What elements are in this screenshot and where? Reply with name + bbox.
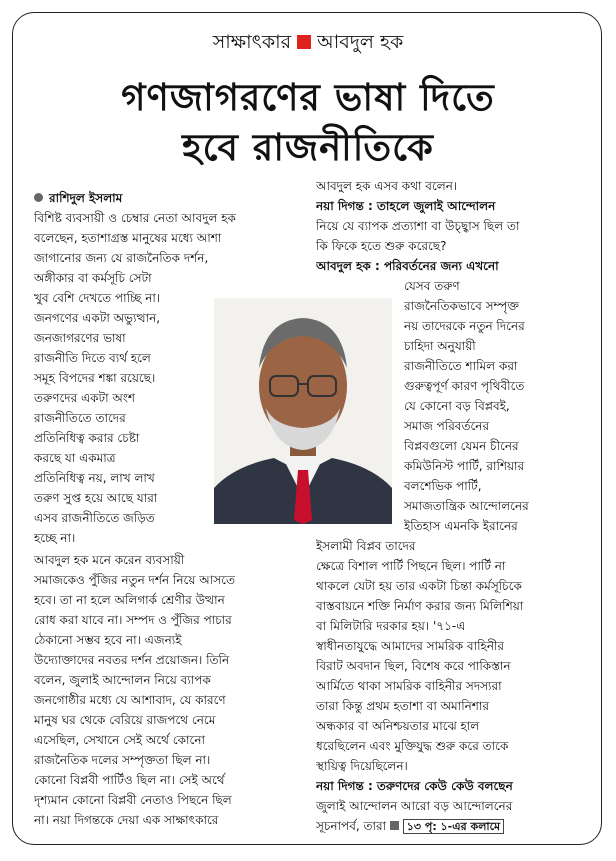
text-line: ইসলামী বিপ্লব তাদের	[316, 539, 416, 553]
kicker-section: সাক্ষাৎকার	[212, 31, 292, 53]
text-line: তারা কিন্তু প্রথম হতাশা বা অমানিশার	[316, 699, 489, 713]
text-line: দৃশ্যমান কোনো বিপ্লবী নেতাও পিছনে ছিল	[34, 793, 232, 807]
continued-line: সূচনাপর্ব, তারা ১৩ পৃ: ১-এর কলামে	[316, 816, 584, 836]
portrait-illustration	[214, 298, 392, 524]
text-line: জাগানোর জন্য যে রাজনৈতিক দর্শন,	[34, 251, 209, 265]
text-line: আবদুল হক মনে করেন ব্যবসায়ী	[34, 553, 185, 567]
text-line: আবদুল হক : পরিবর্তনের জন্য এখনো	[316, 259, 499, 273]
column-1-wrap	[34, 288, 212, 548]
text-line: কোনো বিপ্লবী পার্টিও ছিল না। সেই অর্থে	[34, 773, 225, 787]
text-line: রাজনীতিতে শামিল করা	[404, 359, 518, 373]
column-2-bottom	[316, 536, 584, 776]
portrait-photo	[214, 298, 392, 524]
text-line: কি ফিকে হতে শুরু করেছে?	[316, 239, 447, 253]
text-line: রাজনীতি দিতে ব্যর্থ হলে	[34, 351, 151, 365]
text-line: তরুণদের একটা অংশ	[34, 391, 136, 405]
column-1-top	[34, 188, 306, 288]
text-line: না। নয়া দিগন্তকে দেয়া এক সাক্ষাৎকারে	[34, 813, 219, 827]
text-line: বা মিলিটারি দরকার হয়। '৭১-এ	[316, 619, 466, 633]
column-1-bottom	[34, 550, 306, 790]
red-square-icon	[297, 35, 311, 49]
text-line: সমাজকেও পুঁজির নতুন দর্শন নিয়ে আসতে	[34, 573, 235, 587]
text-line: হবে। তা না হলে অলিগার্ক শ্রেণীর উত্থান	[34, 593, 225, 607]
text-line: যে কোনো বড় বিপ্লবই,	[404, 399, 510, 413]
text-line: নয় তাদেরকে নতুন দিনের	[404, 319, 525, 333]
text-line: আর্মিতে থাকা সামরিক বাহিনীর সদস্যরা	[316, 679, 502, 693]
byline: রাশিদুল ইসলাম	[34, 188, 306, 208]
text-line: করছে যা একমাত্র	[34, 451, 116, 465]
text-line: ইতিহাস এমনকি ইরানের	[404, 519, 518, 533]
text-line: বিশিষ্ট ব্যবসায়ী ও চেম্বার নেতা আবদুল হক	[34, 211, 236, 225]
text-line: তরুণ সুপ্ত হয়ে আছে যারা	[34, 491, 158, 505]
column-2-top	[316, 176, 584, 276]
text-line: হচ্ছে না।	[34, 531, 76, 545]
kicker	[0, 30, 616, 54]
text-line: মানুষ ঘর থেকে বেরিয়ে রাজপথে নেমে	[34, 713, 216, 727]
text-line: চাহিদা অনুযায়ী	[404, 339, 476, 353]
text-line: আবদুল হক এসব কথা বলেন।	[316, 179, 458, 193]
text-line: স্থায়িত্ব দিয়েছিলেন।	[316, 759, 408, 773]
text-line: থাকলে যেটা হয় তার একটা চিন্তা কর্মসূচিকে	[316, 579, 522, 593]
text-line: খুব বেশি দেখতে পাচ্ছি না।	[34, 291, 161, 305]
text-line: উদ্যোক্তাদের নবতর দর্শন প্রয়োজন। তিনি	[34, 653, 230, 667]
text-line: কমিউনিস্ট পার্টি, রাশিয়ার	[404, 459, 525, 473]
text-line: অন্ধকার বা অনিশ্চয়তার মাঝে হাল	[316, 719, 480, 733]
headline-line-2: হবে রাজনীতিকে	[182, 125, 434, 169]
text-line: প্রতিনিধিত্ব করার চেষ্টা	[34, 431, 140, 445]
column-2-end	[316, 776, 584, 836]
text-line: বিপ্লবগুলো যেমন চীনের	[404, 439, 519, 453]
text-line: বাস্তবায়নে শক্তি নির্মাণ করার জন্য মিলিশিয়া	[316, 599, 524, 613]
text-line: ক্ষেত্রে বিশাল পার্টি পিছনে ছিল। পার্টি না	[316, 559, 506, 573]
text-line: স্বাধীনতাযুদ্ধে আমাদের সামরিক বাহিনীর	[316, 639, 505, 653]
text-line: সমূহ বিপদের শঙ্কা রয়েছে।	[34, 371, 156, 385]
text-line: বলেছেন, হতাশাগ্রস্ত মানুষের মধ্যে আশা	[34, 231, 222, 245]
text-line: সমাজ পরিবর্তনের	[404, 419, 490, 433]
text-line: ঠেকানো সম্ভব হবে না। এজন্যই	[34, 633, 182, 647]
text-line: রোধ করা যাবে না। সম্পদ ও পুঁজির পাচার	[34, 613, 232, 627]
text-line: জনজাগরণের ভাষা	[34, 331, 126, 345]
kicker-name: আবদুল হক	[317, 31, 404, 53]
bullet-icon	[34, 193, 43, 202]
text-line: জনগণের একটা অভ্যুত্থান,	[34, 311, 161, 325]
text-line: রাজনীতিতে তাদের	[34, 411, 126, 425]
column-2-wrap	[404, 276, 584, 536]
text-line: এসেছিল, সেখানে সেই অর্থে কোনো	[34, 733, 205, 747]
text-line: ধরেছিলেন এবং মুক্তিযুদ্ধ শুরু করে তাকে	[316, 739, 509, 753]
text-line: রাজনৈতিকভাবে সম্পৃক্ত	[404, 299, 520, 313]
text-line: নিয়ে যে ব্যাপক প্রত্যাশা বা উচ্ছ্বাস ছিল তা	[316, 219, 520, 233]
text-line: নয়া দিগন্ত : তাহলে জুলাই আন্দোলন	[316, 199, 496, 213]
text-line: নয়া দিগন্ত : তরুণদের কেউ কেউ বলছেন	[316, 779, 513, 793]
text-line: যেসব তরুণ	[404, 279, 460, 293]
text-line: বলেন, জুলাই আন্দোলন নিয়ে ব্যাপক	[34, 673, 211, 687]
text-line: এসব রাজনীতিতে জড়িত	[34, 511, 155, 525]
text-line: জনগোষ্ঠীর মধ্যে যে আশাবাদ, যে কারণে	[34, 693, 226, 707]
text-line: বিরাট অবদান ছিল, বিশেষ করে পাকিস্তান	[316, 659, 511, 673]
text-line: বলশেভিক পার্টি,	[404, 479, 482, 493]
text-line: প্রতিনিধিত্ব নয়, লাখ লাখ	[34, 471, 155, 485]
text-line: অঙ্গীকার বা কর্মসূচি সেটা	[34, 271, 152, 285]
headline-line-1: গণজাগরণের ভাষা দিতে	[121, 75, 495, 119]
text-line: জুলাই আন্দোলন আরো বড় আন্দোলনের	[316, 799, 513, 813]
text-line: রাজনৈতিক দলের সম্পৃক্ততা ছিল না।	[34, 753, 211, 767]
text-line: সমাজতান্ত্রিক আন্দোলনের	[404, 499, 529, 513]
continued-reference: ১৩ পৃ: ১-এর কলামে	[403, 819, 504, 834]
text-line: গুরুত্বপূর্ণ কারণ পৃথিবীতে	[404, 379, 525, 393]
